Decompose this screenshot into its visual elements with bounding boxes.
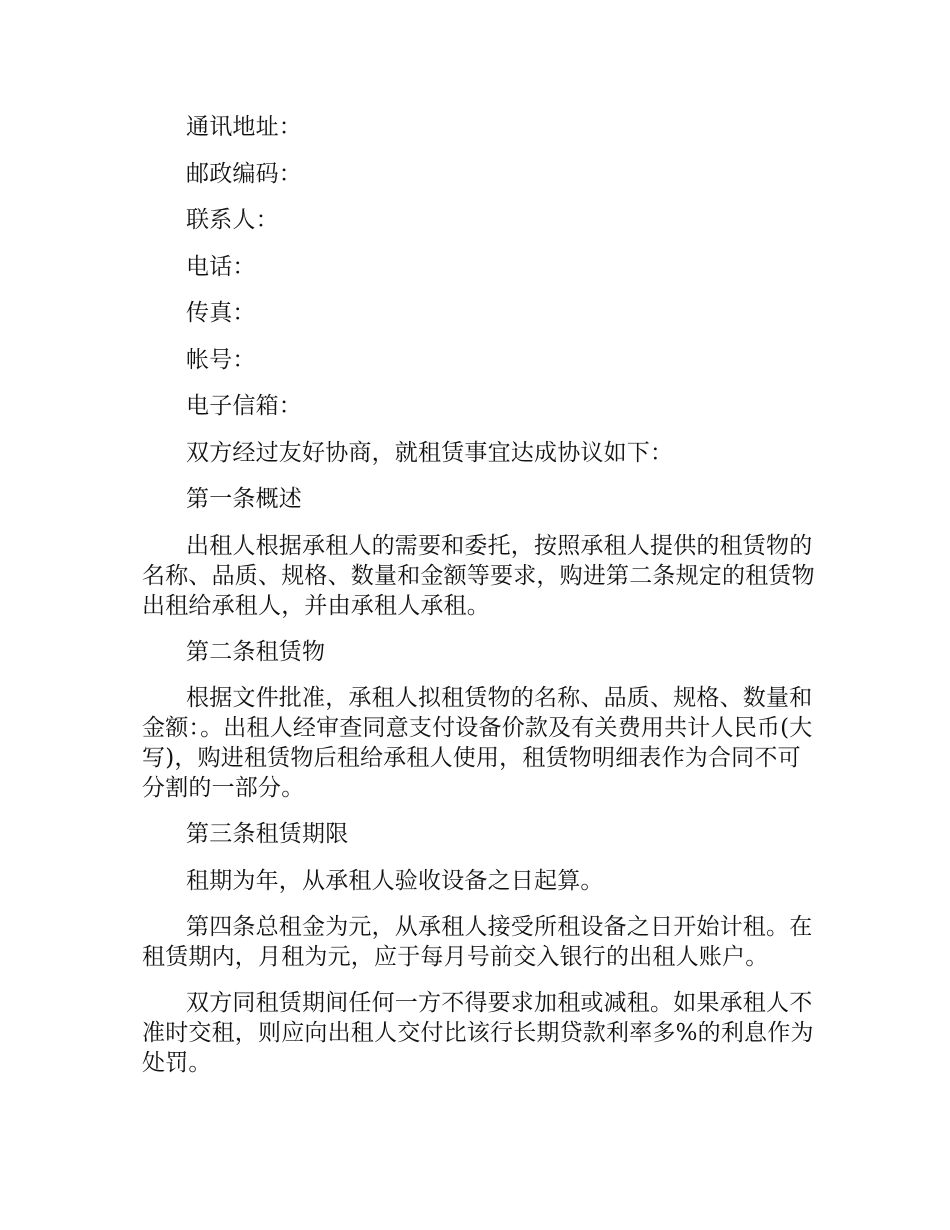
- account-line: 帐号：: [186, 346, 256, 373]
- phone-line: 电话：: [186, 253, 256, 280]
- article2-heading: 第二条租赁物: [186, 638, 326, 665]
- email-line: 电子信箱：: [186, 393, 302, 419]
- article1-body: 出租人根据承租人的需要和委托，按照承租人提供的租赁物的名称、品质、规格、数量和金额等要求，购进第二条规定的租赁物出租给承租人，并由承租人承租。: [142, 532, 815, 619]
- article3-body: 租期为年，从承租人验收设备之日起算。: [186, 867, 604, 894]
- article1-heading: 第一条概述: [186, 486, 302, 512]
- article2-body: 根据文件批准，承租人拟租赁物的名称、品质、规格、数量和金额：。出租人经审查同意支付设备价款及有关费用共计人民币(大写)，购进租赁物后租给承租人使用，租赁物明细表作为合同不可分割的一部分。: [142, 685, 813, 801]
- intro-paragraph: 双方经过友好协商，就租赁事宜达成协议如下：: [186, 439, 674, 466]
- contract-body: [142, 112, 822, 1094]
- postcode-line: 邮政编码：: [186, 160, 302, 187]
- article4-body: 第四条总租金为元，从承租人接受所租设备之日开始计租。在租赁期内，月租为元，应于每月号前交入银行的出租人账户。: [142, 914, 813, 970]
- contact-person-line: 联系人：: [186, 207, 279, 233]
- article3-heading: 第三条租赁期限: [186, 821, 349, 847]
- fax-line: 传真：: [186, 300, 256, 326]
- penalty-paragraph: 双方同租赁期间任何一方不得要求加租或减租。如果承租人不准时交租，则应向出租人交付比该行长期贷款利率多%的利息作为处罚。: [142, 990, 814, 1076]
- address-line: 通讯地址：: [186, 114, 302, 140]
